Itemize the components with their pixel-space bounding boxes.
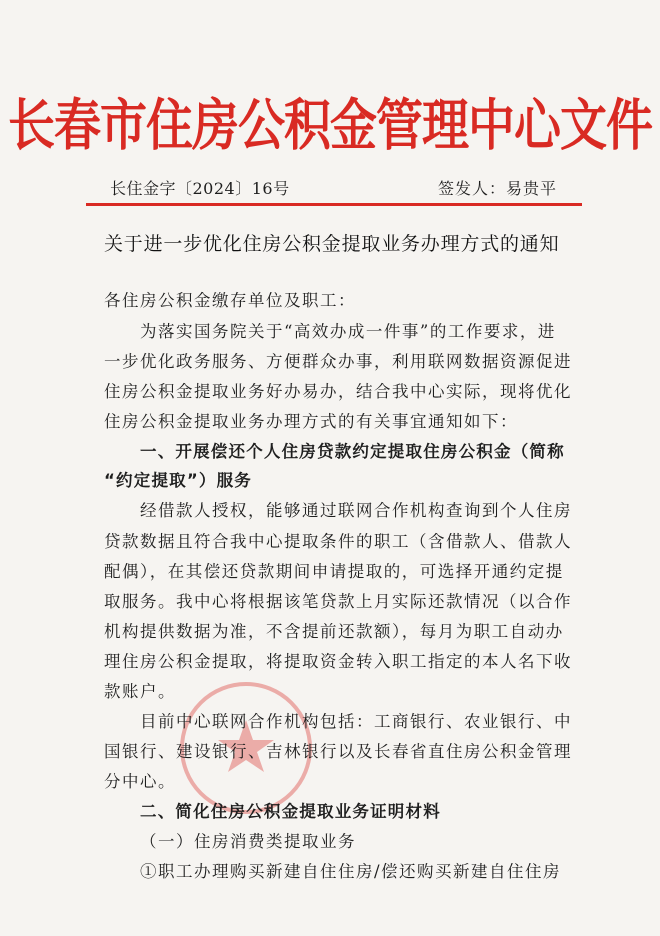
body-line: 分中心。 <box>104 772 176 791</box>
document-number: 长住金字〔2024〕16号 <box>110 179 290 198</box>
body-line: 配偶），在其偿还贷款期间申请提取的，可选择开通约定提 <box>104 562 564 581</box>
notice-title: 关于进一步优化住房公积金提取业务办理方式的通知 <box>104 233 560 255</box>
section-heading: 二、简化住房公积金提取业务证明材料 <box>140 802 441 821</box>
body-line: 目前中心联网合作机构包括：工商银行、农业银行、中 <box>140 712 572 731</box>
document-header-title: 长春市住房公积金管理中心文件 <box>8 93 652 159</box>
body-line: 住房公积金提取业务办理方式的有关事宜通知如下： <box>104 412 518 431</box>
red-divider <box>86 203 582 206</box>
subsection-heading: （一）住房消费类提取业务 <box>140 832 356 851</box>
body-line: 经借款人授权，能够通过联网合作机构查询到个人住房 <box>140 501 572 520</box>
salutation: 各住房公积金缴存单位及职工： <box>104 291 356 310</box>
body-line: 理住房公积金提取，将提取资金转入职工指定的本人名下收 <box>104 652 572 671</box>
body-line: 住房公积金提取业务好办易办，结合我中心实际，现将优化 <box>104 382 572 401</box>
body-line: 为落实国务院关于“高效办成一件事”的工作要求，进 <box>140 322 556 341</box>
body-line: ①职工办理购买新建自住住房/偿还购买新建自住住房 <box>140 862 562 881</box>
body-line: 款账户。 <box>104 682 176 701</box>
signer: 签发人：易贵平 <box>438 179 558 198</box>
section-heading: “约定提取”）服务 <box>104 471 252 490</box>
body-line: 一步优化政务服务、方便群众办事，利用联网数据资源促进 <box>104 352 572 371</box>
body-line: 机构提供数据为准，不含提前还款额），每月为职工自动办 <box>104 622 564 641</box>
body-line: 国银行、建设银行、吉林银行以及长春省直住房公积金管理 <box>104 742 572 761</box>
body-line: 贷款数据且符合我中心提取条件的职工（含借款人、借款人 <box>104 532 572 551</box>
body-line: 取服务。我中心将根据该笔贷款上月实际还款情况（以合作 <box>104 592 572 611</box>
section-heading: 一、开展偿还个人住房贷款约定提取住房公积金（简称 <box>140 442 565 461</box>
